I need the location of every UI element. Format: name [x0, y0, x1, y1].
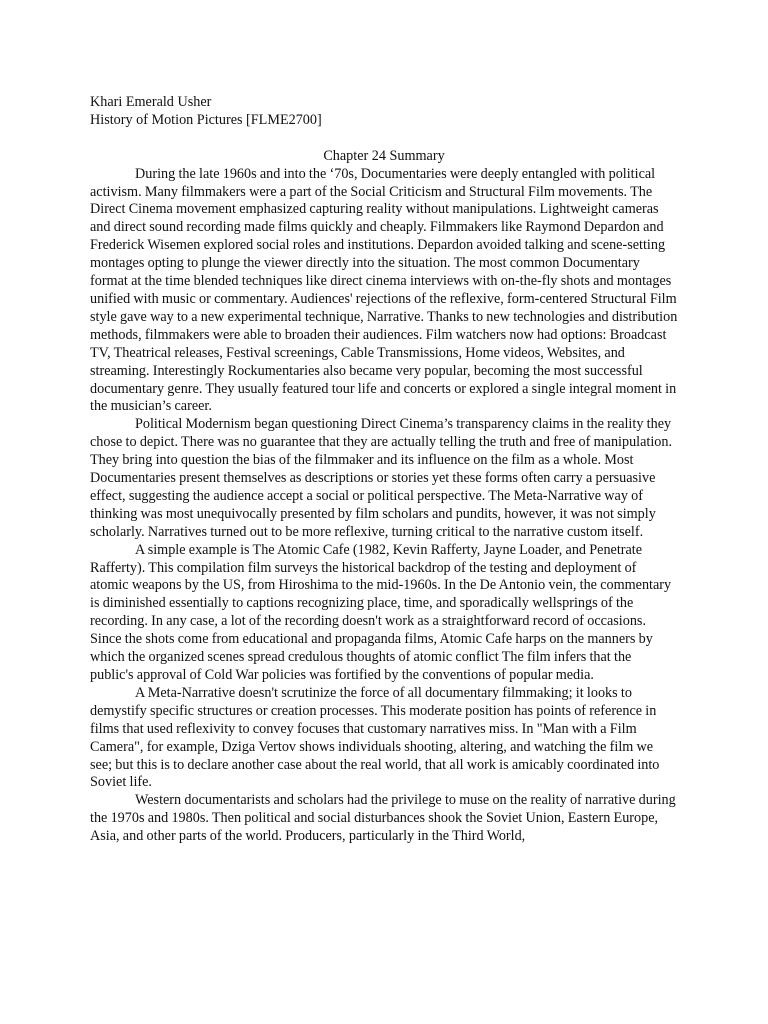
author-name: Khari Emerald Usher [90, 94, 212, 110]
paragraph-political-modernism: Political Modernism began questioning Direct Cinema’s transparency claims in the reality they chose to depict. There was no guarantee that they are actually telling the truth and free of manipulation. They bring into question the bias of the filmmaker and its influence on the film as a whole. Most Documentaries present themselves as descriptions or stories yet these forms often carry a persuasive effect, suggesting the audience accept a social or political perspective. The Meta-Narrative way of thinking was most unequivocally presented by film scholars and pundits, however, it was not simply scholarly. Narratives turned out to be more reflexive, turning critical to the narrative custom itself. [90, 416, 673, 540]
paragraph-direct-cinema: During the late 1960s and into the ‘70s, Documentaries were deeply entangled with political activism. Many filmmakers were a part of the Social Criticism and Structural Film movements. The Direct Cinema movement emphasized capturing reality without manipulations. Lightweight cameras and direct sound recording made films quickly and cheaply. Filmmakers like Raymond Depardon and Frederick Wisemen explored social roles and institutions. Depardon avoided talking and scene-setting montages opting to plunge the viewer directly into the situation. The most common Documentary format at the time blended techniques like direct cinema interviews with on-the-fly shots and montages unified with music or commentary. Audiences' rejections of the reflexive, form-centered Structural Film style gave way to a new experimental technique, Narrative. Thanks to new technologies and distribution methods, filmmakers were able to broaden their audiences. Film watchers now had options: Broadcast TV, Theatrical releases, Festival screenings, Cable Transmissions, Home videos, Websites, and streaming. Interestingly Rockumentaries also became very popular, becoming the most successful documentary genre. They usually featured tour life and concerts or explored a single integral moment in the musician’s career. [90, 165, 678, 415]
blank-line [90, 130, 678, 148]
chapter-title: Chapter 24 Summary [323, 147, 445, 164]
paragraph-meta-narrative: A Meta-Narrative doesn't scrutinize the force of all documentary filmmaking; it looks to demystify specific structures or creation processes. This moderate position has points of reference in films that used reflexivity to convey focuses that customary narratives miss. In "Man with a Film Camera", for example, Dziga Vertov shows individuals shooting, altering, and watching the film we see; but this is to declare another case about the real world, that all work is amicably coordinated into Soviet life. [90, 684, 660, 791]
paragraph-western-documentarists: Western documentarists and scholars had the privilege to muse on the reality of narrative during the 1970s and 1980s. Then political and social disturbances shook the Soviet Union, Eastern Europe, Asia, and other parts of the world. Producers, particularly in the Third World, [90, 792, 676, 845]
paragraph-atomic-cafe: A simple example is The Atomic Cafe (1982, Kevin Rafferty, Jayne Loader, and Penetrate Rafferty). This compilation film surveys the historical backdrop of the testing and deployment of atomic weapons by the US, from Hiroshima to the mid-1960s. In the De Antonio vein, the commentary is diminished essentially to captions recognizing place, time, and sporadically wellsprings of the recording. In any case, a lot of the recording doesn't work as a straightforward record of occasions. Since the shots come from educational and propaganda films, Atomic Cafe harps on the manners by which the organized scenes spread credulous thoughts of atomic conflict The film infers that the public's approval of Cold War policies was fortified by the conventions of popular media. [90, 541, 672, 683]
course-title: History of Motion Pictures [FLME2700] [90, 111, 322, 128]
